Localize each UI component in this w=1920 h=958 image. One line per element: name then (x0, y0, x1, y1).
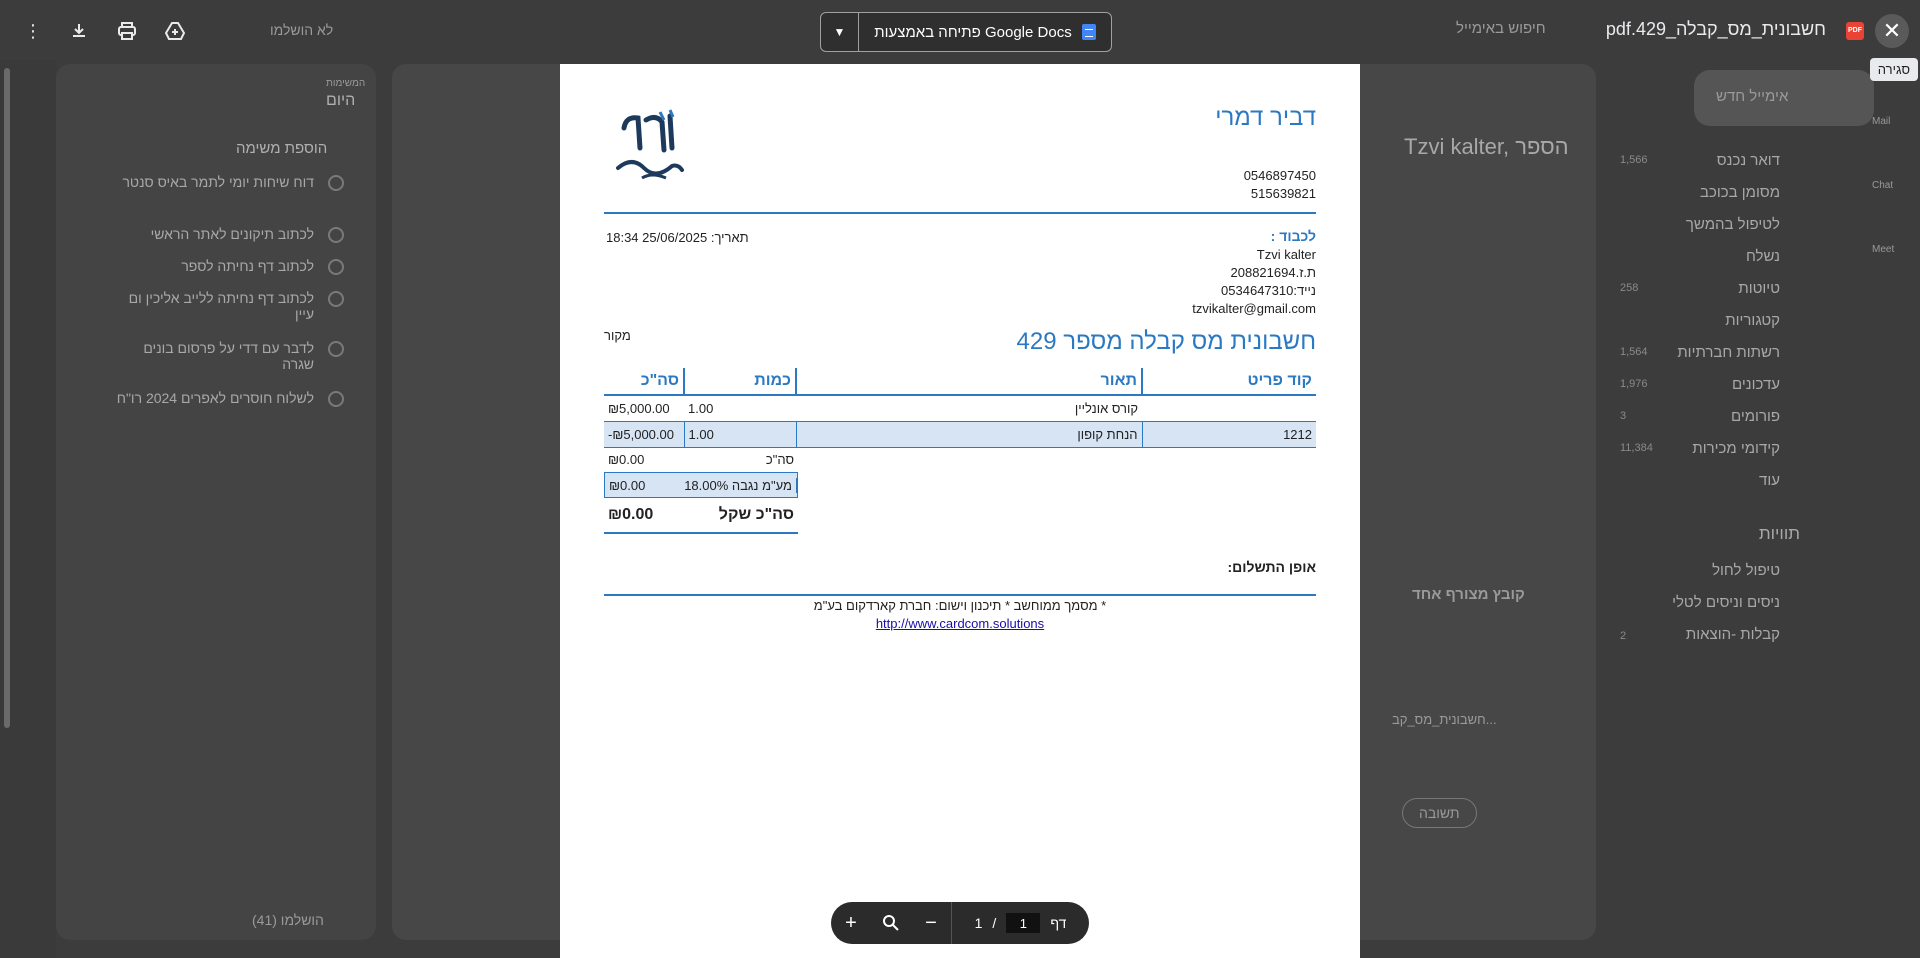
zoom-out-icon[interactable]: − (925, 911, 937, 934)
reply-button[interactable]: תשובה (1402, 798, 1477, 828)
email-subject: Tzvi kalter, הספר (1404, 134, 1569, 159)
close-button[interactable]: ✕ (1875, 14, 1909, 48)
vat-value: ₪0.00 (609, 477, 646, 493)
footer-line: * מסמך ממוחשב * תיכנון וישום: חברת קארדקום בע"מ (813, 598, 1107, 613)
add-task[interactable]: הוספת משימה (236, 140, 328, 157)
open-with-button[interactable] (820, 12, 1112, 52)
page-label: דף (1050, 915, 1067, 931)
col-total: סה"כ (604, 368, 684, 395)
add-to-drive-icon[interactable] (160, 16, 190, 46)
download-icon[interactable] (64, 16, 94, 46)
viewer-toolbar (0, 0, 1920, 77)
grand-value: ₪0.00 (608, 506, 654, 523)
divider (604, 212, 1316, 214)
vat-row (604, 472, 798, 498)
label-item[interactable]: קבלות -הוצאות (1685, 626, 1780, 643)
task-item[interactable]: לכתוב תיקונים לאתר הראשי (114, 226, 314, 242)
col-desc: תאור (796, 368, 1142, 395)
customer-mobile: נייד:0534647310 (1221, 283, 1316, 298)
label-item[interactable]: טיפול לחול (1712, 562, 1780, 579)
col-code: קוד פריט (1142, 368, 1316, 395)
close-tooltip: סגירה (1870, 58, 1918, 81)
nav-count: 1,564 (1620, 346, 1648, 358)
copy-type: מקור (604, 328, 631, 343)
col-qty: כמות (684, 368, 796, 395)
label-item[interactable]: ניסים וניסים לטלי (1672, 594, 1780, 611)
rail-chat[interactable]: Chat (1872, 180, 1894, 191)
sender-reg: 515639821 (1250, 186, 1316, 201)
cell-desc: הנחת קופון (796, 422, 1142, 448)
label-count: 2 (1620, 630, 1627, 642)
task-item[interactable]: לכתוב דף נחיתה לספר (114, 258, 314, 274)
labels-header: תוויות (1758, 524, 1800, 543)
cell-total: -₪5,000.00 (604, 422, 684, 448)
cell-desc: קורס אונליין (1074, 401, 1138, 416)
nav-item[interactable]: קידומי מכירות (1692, 440, 1780, 457)
nav-item[interactable]: לטיפול בהמשך (1685, 216, 1780, 233)
payment-heading: אופן התשלום: (1227, 559, 1316, 575)
file-title: חשבונית_מס_קבלה_429.pdf (1605, 19, 1826, 39)
nav-item[interactable]: קטגוריות (1725, 312, 1780, 329)
completed-tasks[interactable]: הושלמו (41) (252, 912, 324, 928)
subtotal-value: ₪0.00 (608, 451, 645, 467)
nav-item[interactable]: מסומן בכוכב (1700, 184, 1780, 201)
nav-item[interactable]: עדכונים (1732, 376, 1780, 393)
nav-count: 3 (1620, 410, 1627, 422)
table-row (604, 395, 1316, 422)
customer-email: tzvikalter@gmail.com (1192, 301, 1316, 316)
to-label: לכבוד : (1270, 228, 1316, 244)
nav-item[interactable]: עוד (1759, 472, 1780, 489)
compose-label: אימייל חדש (1716, 88, 1789, 105)
grand-label: סה"כ שקל (718, 506, 794, 523)
tasks-panel (56, 64, 376, 940)
cell-code: 1212 (1142, 422, 1316, 448)
grand-total-row (604, 498, 798, 534)
invoice-title: חשבונית מס קבלה מספר 429 (1016, 328, 1316, 355)
nav-item[interactable]: דואר נכנס (1716, 152, 1780, 169)
rail-mail[interactable]: Mail (1872, 116, 1891, 127)
tasks-sub: המשימות (326, 78, 366, 89)
task-item[interactable]: לדבר עם דדי על פרסום בונים שגרה (114, 340, 314, 372)
page-separator: / (992, 915, 997, 931)
cell-code (1142, 395, 1316, 422)
zoom-icon[interactable] (871, 902, 911, 944)
vat-label: מע"מ נגבה 18.00% (684, 478, 797, 493)
totals-block (604, 446, 798, 534)
footer-link-wrap (560, 616, 1360, 631)
attachment-name[interactable]: חשבונית_מס_קב... (1392, 712, 1497, 727)
pdf-page (560, 64, 1360, 958)
tasks-header: היום (326, 92, 356, 109)
nav-count: 1,566 (1620, 154, 1648, 166)
left-scrollbar[interactable] (4, 68, 10, 728)
nav-count: 11,384 (1620, 442, 1653, 454)
task-item[interactable]: לכתוב דף נחיתה ללייב אליכין ום עיין (114, 290, 314, 322)
rail-meet[interactable]: Meet (1872, 244, 1895, 255)
subtotal-label: סה"כ (765, 451, 794, 467)
pdf-icon: PDF (1846, 22, 1864, 40)
cell-total: ₪5,000.00 (608, 401, 670, 416)
nav-item[interactable]: טיוטות (1738, 280, 1780, 297)
nav-count: 258 (1620, 282, 1639, 294)
page-controls (831, 902, 1089, 944)
search-placeholder-left[interactable]: לא הושלמו (270, 22, 334, 38)
table-row (604, 422, 1316, 448)
cell-qty: 1.00 (688, 401, 714, 416)
subtotal-row (604, 446, 798, 472)
task-item[interactable]: לשלוח חוסרים לאפרים 2024 רו"ח (114, 390, 314, 406)
footer-link[interactable]: http://www.cardcom.solutions (875, 616, 1045, 631)
open-with-label: פתיחה באמצעות Google Docs (874, 23, 1072, 41)
items-table (604, 368, 1316, 448)
nav-count: 1,976 (1620, 378, 1648, 390)
nav-item[interactable]: פורומים (1730, 408, 1780, 425)
sender-name: דביר דמרי (1215, 104, 1316, 131)
print-icon[interactable] (112, 16, 142, 46)
nav-item[interactable]: נשלח (1745, 248, 1780, 265)
more-vert-icon[interactable]: ⋮ (24, 21, 42, 41)
nav-item[interactable]: רשתות חברתיות (1677, 344, 1780, 361)
sender-phone: 0546897450 (1243, 168, 1316, 183)
google-docs-icon (1082, 24, 1096, 40)
invoice-date: תאריך: 25/06/2025 18:34 (606, 230, 749, 245)
attachment-line: קובץ מצורף אחד (1412, 586, 1525, 603)
total-pages: 1 (974, 915, 983, 931)
task-item[interactable]: דוח שיחות יומי לתמר באיס סנטר (114, 174, 314, 190)
divider (604, 594, 1316, 596)
business-logo (612, 108, 688, 188)
search-placeholder[interactable]: חיפוש באימייל (1456, 20, 1546, 37)
page-input[interactable] (1006, 913, 1040, 933)
cell-qty: 1.00 (684, 422, 796, 448)
customer-id: ת.ז.208821694 (1230, 265, 1316, 280)
chevron-down-icon[interactable]: ▼ (821, 13, 859, 51)
customer-name: Tzvi kalter (1256, 247, 1316, 262)
zoom-in-plus-icon[interactable]: + (845, 911, 857, 934)
